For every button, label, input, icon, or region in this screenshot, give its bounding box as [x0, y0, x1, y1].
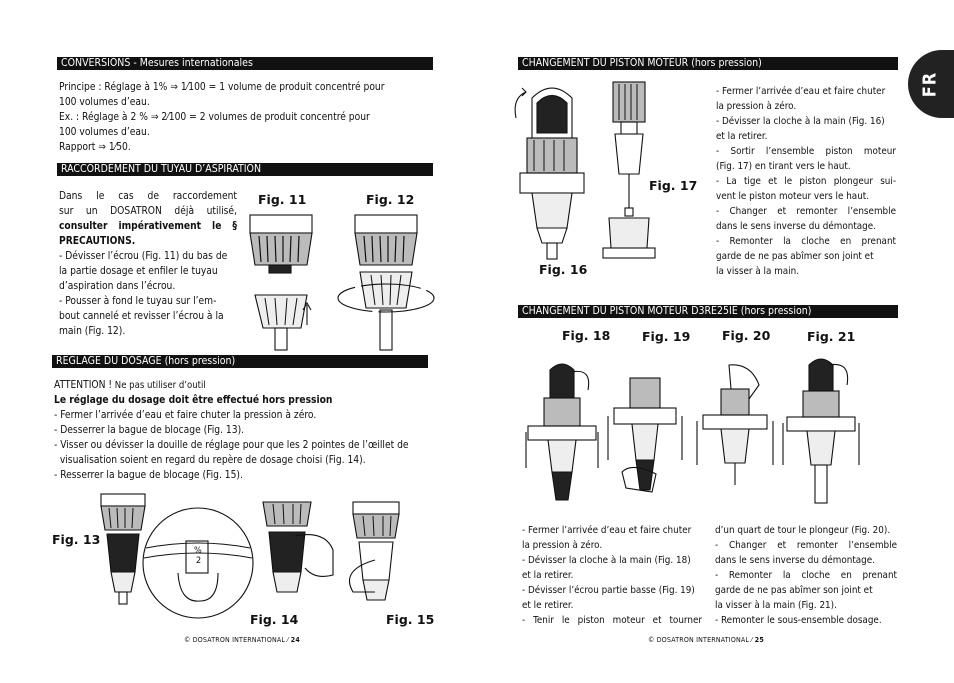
fig14-label: Fig. 14 [250, 612, 299, 627]
d3-line: la visser à la main (Fig. 21). [715, 600, 837, 611]
d3-line: et le retirer. [522, 600, 574, 611]
piston-line: - Fermer l’arrivée d’eau et faire chuter [716, 86, 886, 97]
d3-line: d’un quart de tour le plongeur (Fig. 20). [715, 525, 891, 536]
fig18-illustration [522, 350, 602, 515]
raccord-line: sur un DOSATRON déjà utilisé, [59, 206, 237, 217]
piston-line: la pression à zéro. [716, 101, 797, 112]
fig19-illustration [602, 350, 687, 515]
d3-text-col2 [715, 523, 897, 628]
page-number-right: 25 [754, 636, 764, 644]
fig11-illustration [245, 210, 325, 355]
raccord-line: consulter impérativement le § [59, 221, 237, 232]
raccord-text [59, 189, 237, 339]
raccord-line: bout cannelé et revisser l’écrou à la [59, 311, 224, 322]
d3-line: la pression à zéro. [522, 540, 603, 551]
footer-left [184, 636, 300, 644]
conversions-header: CONVERSIONS - Mesures internationales [57, 57, 433, 70]
d3-line: dans le sens inverse du démontage. [715, 555, 875, 566]
fig12-illustration [335, 210, 435, 355]
d3-line: garde de ne pas abîmer son joint et [715, 585, 873, 596]
reglage-line: - Visser ou dévisser la douille de réglage pour que les 2 pointes de l’œillet de [54, 440, 409, 451]
conversions-line: 100 volumes d’eau. [59, 127, 150, 138]
d3-text-col1 [522, 523, 702, 628]
footer-left-text: © DOSATRON INTERNATIONAL ⁄ [184, 636, 291, 644]
raccord-line: main (Fig. 12). [59, 326, 126, 337]
fig16-label: Fig. 16 [539, 262, 588, 277]
fig18-label: Fig. 18 [562, 328, 611, 343]
reglage-header: REGLAGE DU DOSAGE (hors pression) [52, 355, 428, 368]
fig15-label: Fig. 15 [386, 612, 435, 627]
reglage-text [54, 378, 434, 483]
d3-line: - Remonter la cloche en prenant [715, 570, 897, 581]
conversions-text [59, 80, 431, 155]
fig19-label: Fig. 19 [642, 329, 691, 344]
conversions-line: Ex. : Réglage à 2 % ⇒ 2⁄100 = 2 volumes de produit concentré pour [59, 112, 370, 123]
footer-right [648, 636, 764, 644]
fig15-illustration [345, 500, 415, 610]
fig12-label: Fig. 12 [366, 192, 415, 207]
piston-header: CHANGEMENT DU PISTON MOTEUR (hors pression) [518, 57, 898, 70]
piston-line: - Dévisser la cloche à la main (Fig. 16) [716, 116, 885, 127]
fig17-illustration [599, 78, 659, 268]
raccord-line: Dans le cas de raccordement [59, 191, 237, 202]
zoom-mark-value: 2 [196, 556, 202, 566]
conversions-line: Rapport ⇒ 1⁄50. [59, 142, 131, 153]
fig20-label: Fig. 20 [722, 328, 771, 343]
d3-line: - Remonter le sous-ensemble dosage. [715, 615, 882, 626]
piston-line: - Sortir l’ensemble piston moteur [716, 146, 896, 157]
zoom-mark-percent: % [194, 546, 202, 556]
fig21-label: Fig. 21 [807, 329, 856, 344]
d3-line: - Dévisser la cloche à la main (Fig. 18) [522, 555, 691, 566]
fig13-label: Fig. 13 [52, 532, 101, 547]
piston-line: garde de ne pas abîmer son joint et [716, 251, 874, 262]
d3-header: CHANGEMENT DU PISTON MOTEUR D3RE25IE (hors pression) [518, 305, 898, 318]
d3-line: et la retirer. [522, 570, 574, 581]
piston-line: la visser à la main. [716, 266, 800, 277]
attention-rest: Ne pas utiliser d’outil [112, 380, 206, 391]
piston-line: et la retirer. [716, 131, 768, 142]
attention-label: ATTENTION ! [54, 380, 113, 391]
fig21-illustration [779, 345, 874, 510]
footer-right-text: © DOSATRON INTERNATIONAL ⁄ [648, 636, 755, 644]
language-tab [908, 50, 954, 118]
reglage-bold: Le réglage du dosage doit être effectué hors pression [54, 395, 333, 406]
piston-line: - Changer et remonter l’ensemble [716, 206, 896, 217]
piston-line: - La tige et le piston plongeur sui- [716, 176, 896, 187]
piston-text [716, 84, 896, 279]
d3-line: - Dévisser l’écrou partie basse (Fig. 19) [522, 585, 695, 596]
reglage-line: - Desserrer la bague de blocage (Fig. 13). [54, 425, 245, 436]
conversions-line: Principe : Réglage à 1% ⇒ 1⁄100 = 1 volume de produit concentré pour [59, 82, 385, 93]
d3-line: - Changer et remonter l’ensemble [715, 540, 897, 551]
fig16-illustration [512, 78, 592, 263]
reglage-line: - Fermer l’arrivée d’eau et faire chuter la pression à zéro. [54, 410, 317, 421]
language-tab-label: FR [919, 71, 941, 98]
piston-line: - Remonter la cloche en prenant [716, 236, 896, 247]
reglage-line: visualisation soient en regard du repère de dosage choisi (Fig. 14). [54, 455, 366, 466]
raccord-line: la partie dosage et enfiler le tuyau [59, 266, 218, 277]
raccord-line: - Pousser à fond le tuyau sur l’em- [59, 296, 217, 307]
fig17-label: Fig. 17 [649, 178, 698, 193]
piston-line: vent le piston moteur vers le haut. [716, 191, 870, 202]
reglage-line: - Resserrer la bague de blocage (Fig. 15). [54, 470, 243, 481]
right-page [477, 0, 954, 683]
piston-line: (Fig. 17) en tirant vers le haut. [716, 161, 851, 172]
raccord-header: RACCORDEMENT DU TUYAU D’ASPIRATION [57, 163, 433, 176]
d3-line: - Fermer l’arrivée d’eau et faire chuter [522, 525, 692, 536]
piston-line: dans le sens inverse du démontage. [716, 221, 876, 232]
fig14-illustration [255, 500, 335, 610]
raccord-line: d’aspiration dans l’écrou. [59, 281, 176, 292]
raccord-line: PRECAUTIONS. [59, 236, 136, 247]
raccord-line: - Dévisser l’écrou (Fig. 11) du bas de [59, 251, 228, 262]
fig20-illustration [689, 345, 779, 510]
attention-line [54, 378, 434, 393]
conversions-line: 100 volumes d’eau. [59, 97, 150, 108]
d3-line: - Tenir le piston moteur et tourner [522, 615, 702, 626]
page-number-left: 24 [290, 636, 300, 644]
fig11-label: Fig. 11 [258, 192, 307, 207]
